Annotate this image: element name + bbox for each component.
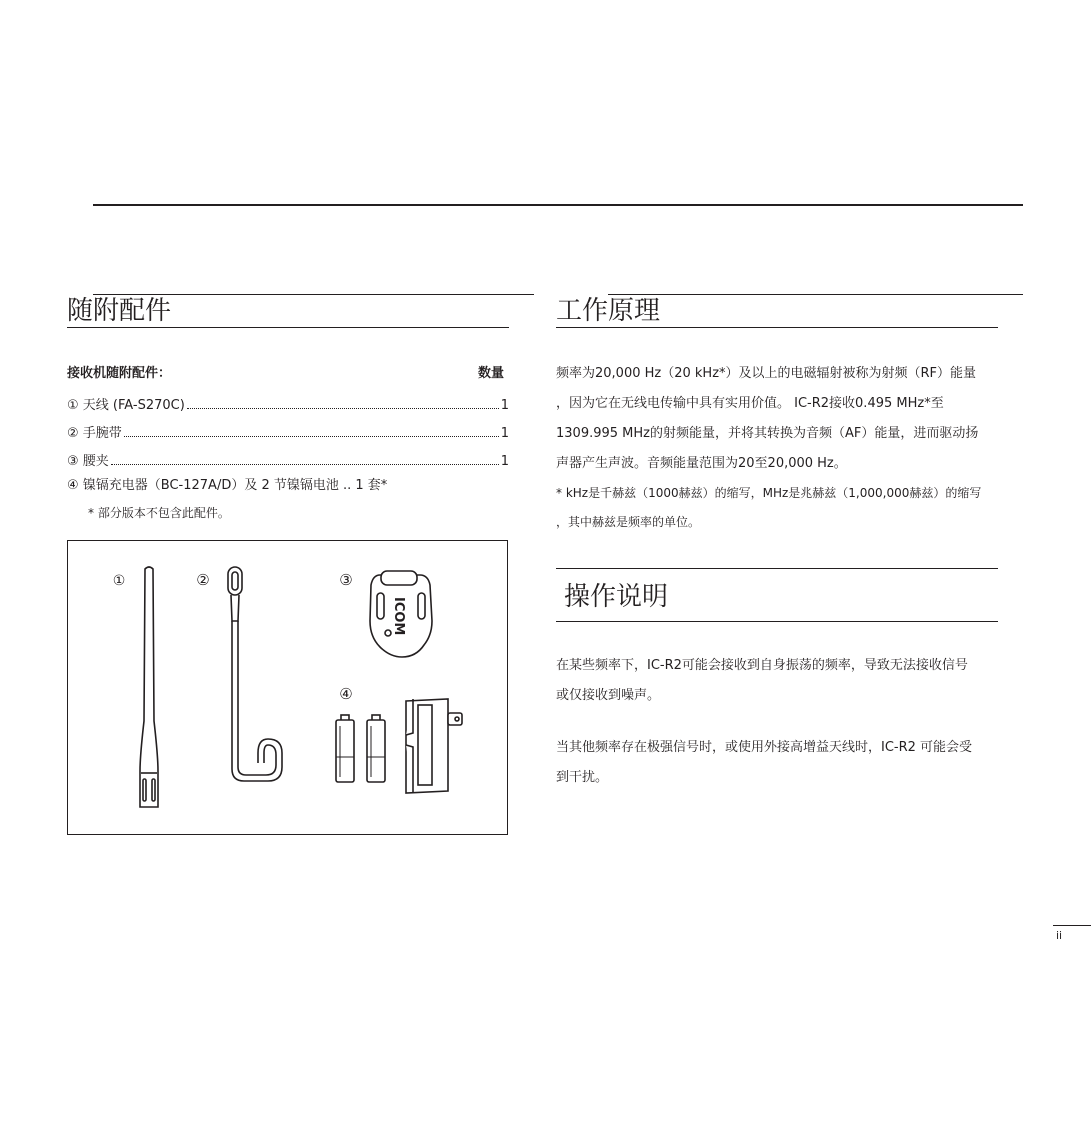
page-number: ii bbox=[1056, 929, 1063, 942]
charger-icon bbox=[406, 699, 462, 793]
battery-icon bbox=[336, 715, 385, 782]
section-title-accessories: 随附配件 bbox=[67, 296, 172, 326]
list-item-label: ① 天线 (FA-S270C) bbox=[67, 398, 185, 413]
belt-clip-icon bbox=[370, 571, 432, 657]
operation-line-2: 或仅接收到噪声。 bbox=[556, 688, 661, 703]
leader-dots bbox=[111, 464, 499, 465]
theory-line-3: 1309.995 MHz的射频能量，并将其转换为音频（AF）能量，进而驱动扬 bbox=[556, 426, 979, 441]
quantity-header: 数量 bbox=[478, 366, 505, 381]
accessories-list-header: 接收机随附配件： bbox=[67, 366, 172, 381]
list-item-qty: 1 bbox=[500, 454, 509, 469]
figure-label-4: ④ bbox=[339, 685, 353, 703]
theory-footnote-2: ，其中赫兹是频率的单位。 bbox=[556, 515, 701, 529]
operation-line-4: 到干扰。 bbox=[556, 770, 609, 785]
list-item-charger: ④ 镍镉充电器（BC-127A/D）及 2 节镍镉电池 .. 1 套* bbox=[67, 478, 388, 493]
accessories-illustration bbox=[68, 541, 509, 836]
theory-line-2: ，因为它在无线电传输中具有实用价值。 IC-R2接收0.495 MHz*至 bbox=[556, 396, 944, 411]
list-item-belt-clip bbox=[67, 450, 509, 469]
antenna-icon bbox=[140, 567, 158, 807]
section-rule-top-right bbox=[608, 294, 1023, 295]
list-item-wrist-strap bbox=[67, 422, 509, 441]
clip-logo-text: ICOM bbox=[391, 597, 406, 636]
leader-dots bbox=[124, 436, 499, 437]
operation-line-1: 在某些频率下，IC-R2可能会接收到自身振荡的频率，导致无法接收信号 bbox=[556, 658, 968, 673]
operation-line-3: 当其他频率存在极强信号时，或使用外接高增益天线时，IC-R2 可能会受 bbox=[556, 740, 973, 755]
section-title-operation: 操作说明 bbox=[564, 582, 669, 612]
list-item-qty: 1 bbox=[500, 398, 509, 413]
wrist-strap-icon bbox=[228, 567, 282, 781]
section-rule-top-operation bbox=[556, 568, 998, 569]
list-item-qty: 1 bbox=[500, 426, 509, 441]
leader-dots bbox=[187, 408, 499, 409]
top-rule bbox=[93, 204, 1023, 206]
section-rule-bottom-left bbox=[67, 327, 509, 328]
theory-footnote-1: * kHz是千赫兹（1000赫兹）的缩写，MHz是兆赫兹（1,000,000赫兹）的缩写 bbox=[556, 486, 982, 500]
list-item-label: ③ 腰夹 bbox=[67, 454, 109, 469]
figure-label-1: ① bbox=[112, 573, 126, 589]
theory-line-1: 频率为20,000 Hz（20 kHz*）及以上的电磁辐射被称为射频（RF）能量 bbox=[556, 366, 977, 381]
accessories-figure bbox=[67, 540, 508, 835]
section-rule-bottom-right bbox=[556, 327, 998, 328]
figure-label-2: ② bbox=[196, 571, 210, 589]
page-number-rule bbox=[1053, 925, 1091, 926]
list-item-label: ② 手腕带 bbox=[67, 426, 122, 441]
section-rule-top-left bbox=[93, 294, 534, 295]
list-item-antenna bbox=[67, 394, 509, 413]
section-title-theory: 工作原理 bbox=[556, 296, 661, 326]
section-rule-bottom-operation bbox=[556, 621, 998, 622]
figure-label-3: ③ bbox=[339, 571, 353, 589]
theory-line-4: 声器产生声波。音频能量范围为20至20,000 Hz。 bbox=[556, 456, 847, 471]
accessory-note: * 部分版本不包含此配件。 bbox=[88, 506, 230, 520]
